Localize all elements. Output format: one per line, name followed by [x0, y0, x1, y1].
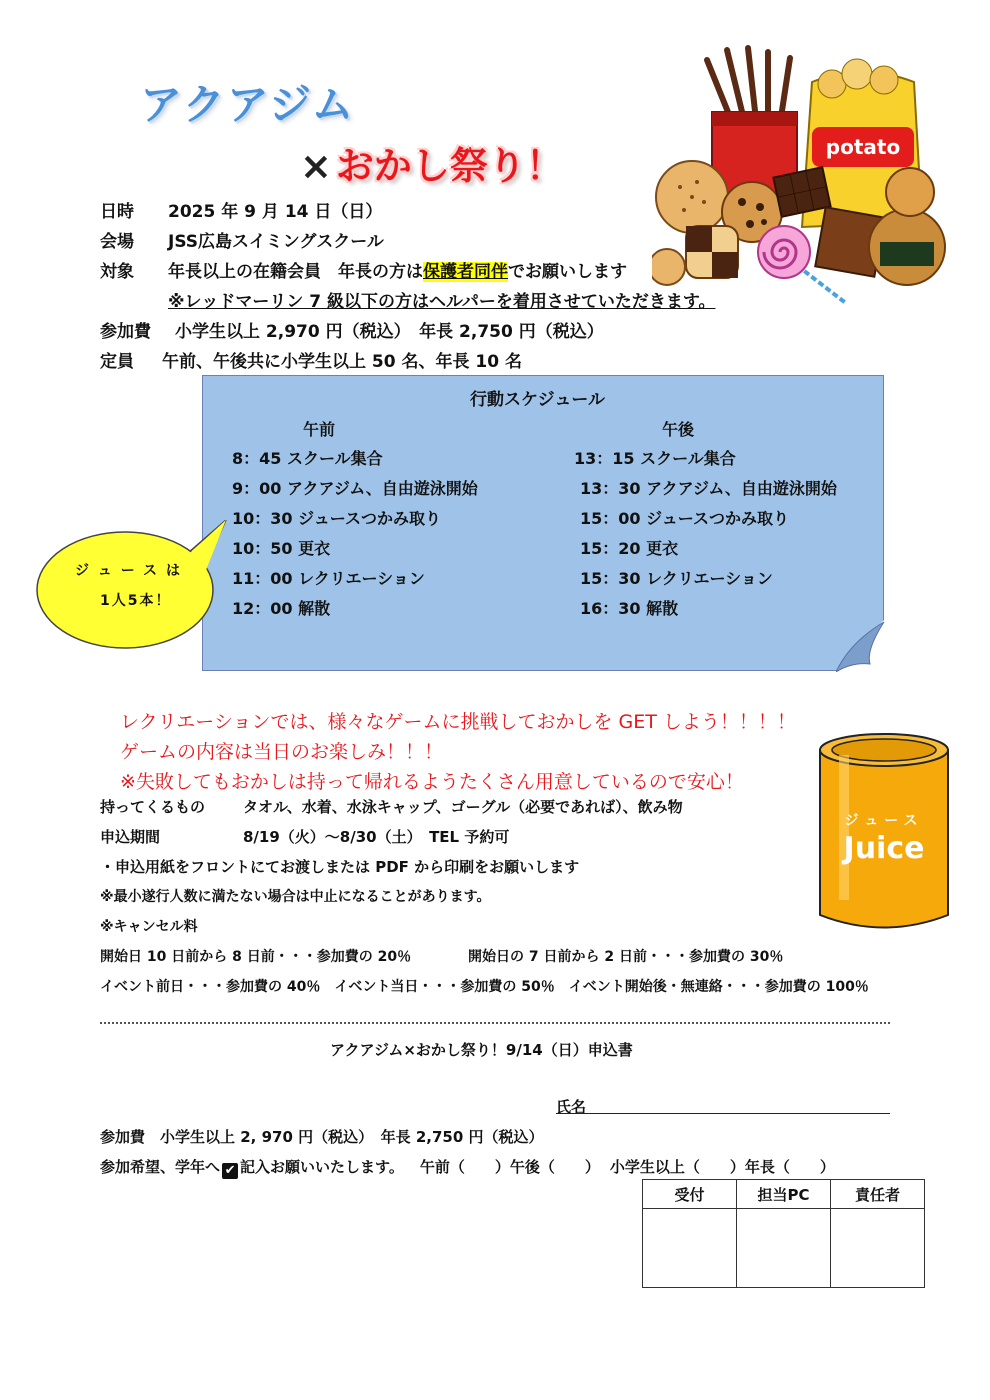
juice-can-label: Juice [843, 831, 925, 866]
schedule-pm-item: 15：30 レクリエーション [580, 569, 773, 588]
schedule-pm-header: 午後 [662, 420, 695, 439]
office-cell-staff-pc[interactable] [737, 1209, 831, 1288]
schedule-am-item: 9：00 アクアジム、自由遊泳開始 [232, 479, 478, 498]
schedule-am-item: 10：30 ジュースつかみ取り [232, 509, 441, 528]
pm-entry[interactable]: 午後（ ） [509, 1158, 600, 1176]
elementary-entry[interactable]: 小学生以上（ ） [609, 1158, 745, 1176]
cancel-fee-line: 開始日の 7 日前から 2 日前・・・参加費の 30％ [468, 949, 784, 965]
juice-can-illustration [814, 730, 954, 935]
application-form-title: アクアジム×おかし祭り！9/14（日）申込書 [330, 1041, 633, 1059]
name-label: 氏名 [556, 1098, 587, 1116]
minimum-participants-note: ※最小遂行人数に満たない場合は中止になることがあります。 [100, 889, 491, 905]
schedule-pm-item: 15：20 更衣 [580, 539, 679, 558]
office-use-table [642, 1179, 925, 1288]
venue-label: 会場 [100, 232, 134, 252]
bring-value: タオル、水着、水泳キャップ、ゴーグル（必要であれば）、飲み物 [243, 798, 683, 816]
period-label: 申込期間 [100, 828, 161, 846]
snacks-illustration [652, 42, 952, 312]
schedule-title: 行動スケジュール [470, 390, 605, 410]
venue-row [100, 227, 384, 252]
schedule-pm-item: 16：30 解散 [580, 599, 679, 618]
cancel-fee-line: イベント前日・・・参加費の 40％ イベント当日・・・参加費の 50％ イベント開始後・無連絡・・・参加費の 100％ [100, 979, 869, 995]
office-cell-manager[interactable] [831, 1209, 925, 1288]
name-field[interactable] [556, 1113, 890, 1114]
target-row [100, 257, 627, 282]
juice-can-kana: ジュース [844, 813, 924, 829]
date-label: 日時 [100, 202, 134, 222]
office-cell-reception[interactable] [643, 1209, 737, 1288]
date-row [100, 197, 382, 222]
helper-note: ※レッドマーリン 7 級以下の方はヘルパーを着用させていただきます。 [168, 292, 716, 312]
bubble-line1: ジュースは [75, 563, 190, 579]
schedule-folded-corner [836, 620, 886, 672]
capacity-label: 定員 [100, 352, 134, 372]
cancel-fee-line: 開始日 10 日前から 8 日前・・・参加費の 20％ [100, 949, 412, 965]
office-header-staff-pc: 担当PC [737, 1180, 831, 1209]
checkbox-icon: ✔ [222, 1163, 238, 1179]
schedule-am-item: 12：00 解散 [232, 599, 331, 618]
date-value: 2025 年 9 月 14 日（日） [168, 202, 383, 222]
fee-label: 参加費 [100, 322, 151, 342]
promo-line: レクリエーションでは、様々なゲームに挑戦しておかしを GET しよう！！！！ [120, 711, 796, 733]
capacity-row [100, 347, 522, 372]
bubble-line2: 1人5本！ [100, 593, 172, 609]
schedule-am-item: 11：00 レクリエーション [232, 569, 425, 588]
participation-instruction-post: 記入お願いいたします。 [240, 1158, 404, 1176]
schedule-am-item: 8：45 スクール集合 [232, 449, 383, 468]
schedule-pm-item: 13：30 アクアジム、自由遊泳開始 [580, 479, 837, 498]
schedule-pm-item: 15：00 ジュースつかみ取り [580, 509, 789, 528]
participation-row [100, 1156, 835, 1179]
bring-label: 持ってくるもの [100, 798, 206, 816]
fee-value: 小学生以上 2,970 円（税込） 年長 2,750 円（税込） [175, 322, 604, 342]
venue-value: JSS広島スイミングスクール [168, 232, 384, 252]
schedule-am-header: 午前 [303, 420, 336, 439]
promo-line: ※失敗してもおかしは持って帰れるようたくさん用意しているので安心！ [120, 771, 744, 793]
capacity-value: 午前、午後共に小学生以上 50 名、年長 10 名 [162, 352, 522, 372]
title-aquagym: アクアジム [140, 80, 356, 129]
guardian-required-highlight: 保護者同伴 [423, 262, 508, 282]
office-header-reception: 受付 [643, 1180, 737, 1209]
form-fee-line: 参加費 小学生以上 2, 970 円（税込） 年長 2,750 円（税込） [100, 1128, 544, 1146]
juice-speech-bubble [30, 520, 240, 655]
form-distribution-note: ・申込用紙をフロントにてお渡しまたは PDF から印刷をお願いします [100, 858, 580, 876]
cut-line [100, 1022, 890, 1024]
office-header-manager: 責任者 [831, 1180, 925, 1209]
target-value-post: でお願いします [508, 262, 627, 282]
am-entry[interactable]: 午前（ ） [419, 1158, 510, 1176]
kindergarten-entry[interactable]: 年長（ ） [744, 1158, 835, 1176]
fee-row [100, 317, 604, 342]
schedule-pm-item: 13：15 スクール集合 [574, 449, 736, 468]
title-festival-text: おかし祭り！ [335, 144, 564, 188]
participation-instruction-pre: 参加希望、学年へ [100, 1158, 221, 1176]
schedule-am-item: 10：50 更衣 [232, 539, 331, 558]
title-snack-festival [300, 135, 564, 190]
title-cross: × [300, 144, 332, 188]
target-label: 対象 [100, 262, 134, 282]
cancel-fee-title: ※キャンセル料 [100, 919, 198, 935]
period-value: 8/19（火）～8/30（土） TEL 予約可 [243, 828, 510, 846]
promo-line: ゲームの内容は当日のお楽しみ！！！ [120, 741, 444, 763]
target-value-pre: 年長以上の在籍会員 年長の方は [168, 262, 423, 282]
chip-bag-label: potato [825, 135, 901, 159]
